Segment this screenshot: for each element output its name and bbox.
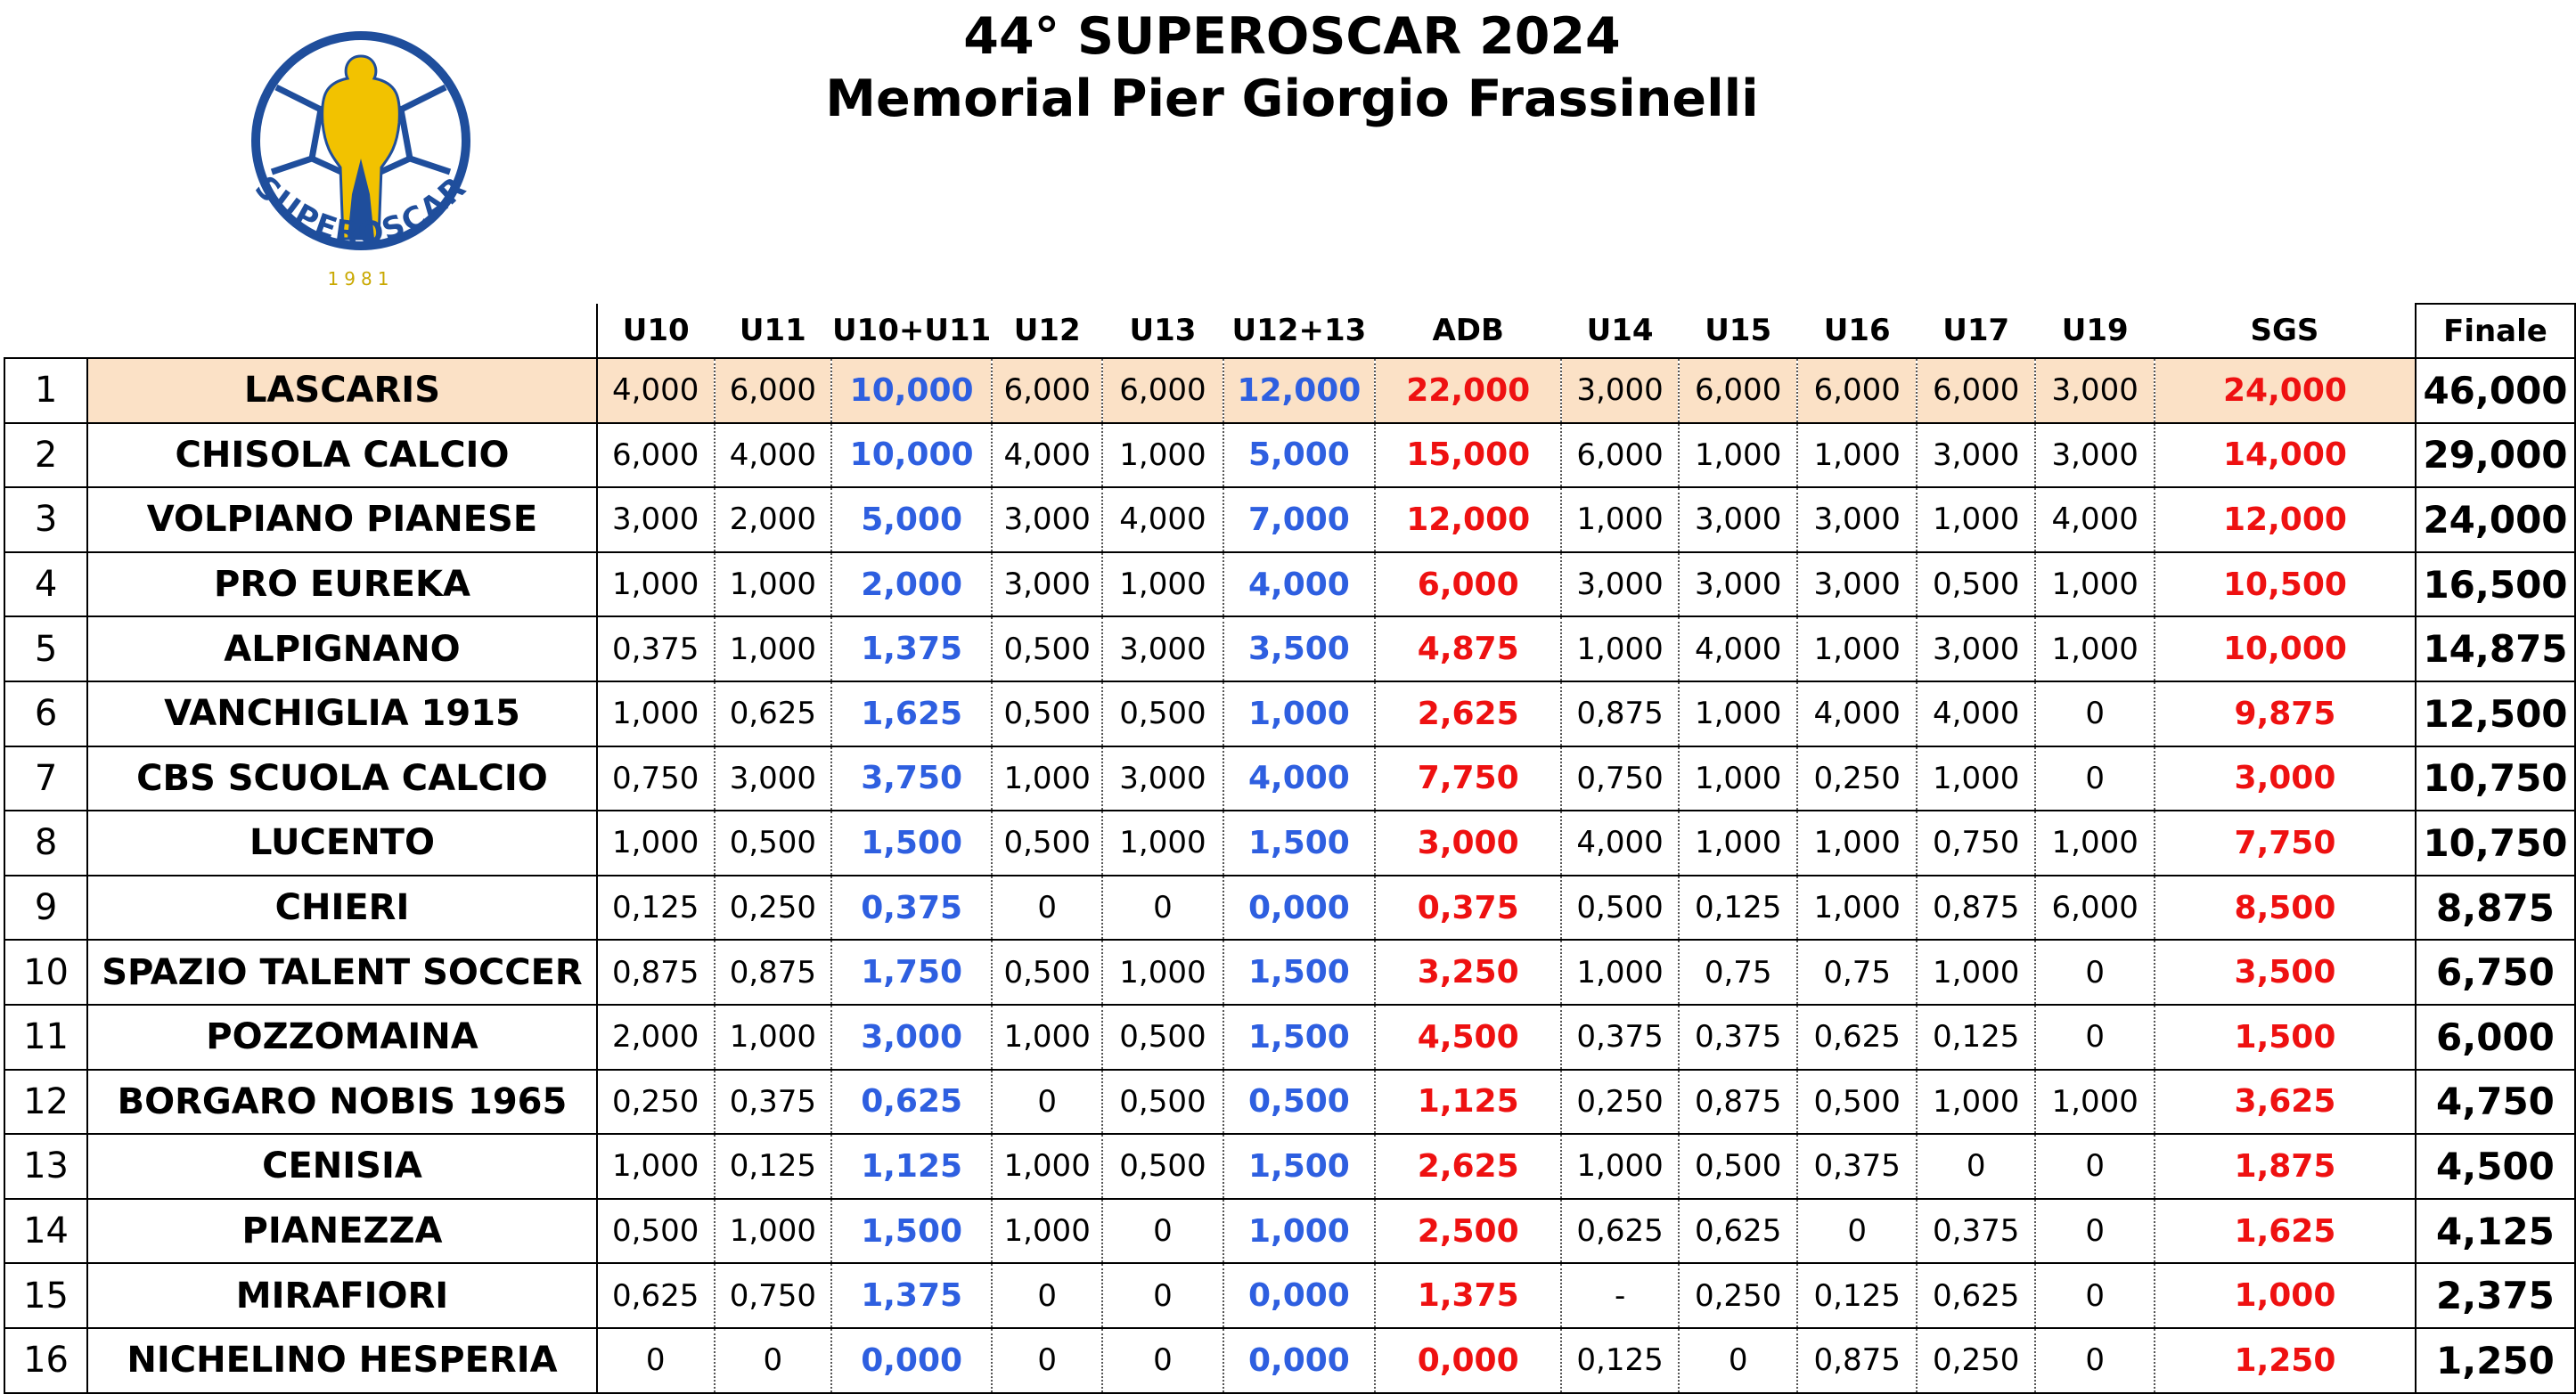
score-cell-u11: 4,000 [715,423,832,488]
score-cell-u19: 1,000 [2035,1070,2155,1135]
score-cell-u10: 1,000 [597,681,715,746]
table-row [4,1199,2575,1264]
score-cell-u15: 1,000 [1679,811,1798,876]
score-cell-u12-plus-13: 1,500 [1223,811,1376,876]
rank-cell: 4 [4,552,87,617]
score-cell-u16: 0,75 [1797,940,1917,1005]
score-cell-u12: 0 [992,876,1102,941]
score-cell-u12: 1,000 [992,746,1102,811]
score-cell-u10: 6,000 [597,423,715,488]
score-cell-u19: 1,000 [2035,616,2155,681]
score-cell-finale: 24,000 [2416,487,2575,552]
score-cell-u13: 0,500 [1102,681,1223,746]
column-header-u11: U11 [715,304,832,358]
score-cell-u10-plus-u11: 2,000 [831,552,992,617]
table-row [4,358,2575,423]
score-cell-u15: 3,000 [1679,552,1798,617]
score-cell-adb: 22,000 [1375,358,1561,423]
score-cell-u10-plus-u11: 1,500 [831,1199,992,1264]
page-title-block [713,0,1871,130]
score-cell-u12-plus-13: 12,000 [1223,358,1376,423]
score-cell-u12-plus-13: 3,500 [1223,616,1376,681]
score-cell-u11: 0,250 [715,876,832,941]
table-row [4,423,2575,488]
column-header-finale: Finale [2416,304,2575,358]
team-name-cell: CENISIA [87,1134,597,1199]
column-header-u19: U19 [2035,304,2155,358]
rank-cell: 11 [4,1005,87,1070]
score-cell-u16: 1,000 [1797,616,1917,681]
rank-cell: 9 [4,876,87,941]
score-cell-sgs: 1,875 [2155,1134,2416,1199]
score-cell-u14: 3,000 [1561,358,1679,423]
rank-cell: 15 [4,1263,87,1328]
column-header-u10: U10 [597,304,715,358]
score-cell-u12: 0,500 [992,681,1102,746]
score-cell-u10-plus-u11: 3,000 [831,1005,992,1070]
score-cell-u12: 0 [992,1070,1102,1135]
score-cell-u19: 0 [2035,1005,2155,1070]
team-name-cell: VANCHIGLIA 1915 [87,681,597,746]
team-name-cell: CHIERI [87,876,597,941]
score-cell-adb: 0,000 [1375,1328,1561,1393]
score-cell-u15: 0,75 [1679,940,1798,1005]
score-cell-u13: 0,500 [1102,1005,1223,1070]
score-cell-u11: 3,000 [715,746,832,811]
score-cell-u17: 4,000 [1917,681,2036,746]
score-cell-u10-plus-u11: 1,625 [831,681,992,746]
team-name-cell: PRO EUREKA [87,552,597,617]
column-header-u15: U15 [1679,304,1798,358]
score-cell-u12-plus-13: 1,000 [1223,681,1376,746]
score-cell-u16: 0 [1797,1199,1917,1264]
score-cell-u10: 3,000 [597,487,715,552]
score-cell-u12-plus-13: 0,000 [1223,876,1376,941]
score-cell-sgs: 12,000 [2155,487,2416,552]
score-cell-u15: 0,125 [1679,876,1798,941]
score-cell-sgs: 1,250 [2155,1328,2416,1393]
page-title: 44° SUPEROSCAR 2024 [963,7,1621,66]
score-cell-u15: 1,000 [1679,423,1798,488]
score-cell-sgs: 10,000 [2155,616,2416,681]
score-cell-u16: 1,000 [1797,423,1917,488]
standings-table [4,303,2576,1394]
score-cell-u19: 0 [2035,1134,2155,1199]
score-cell-u10: 0,500 [597,1199,715,1264]
score-cell-u12-plus-13: 1,000 [1223,1199,1376,1264]
score-cell-finale: 29,000 [2416,423,2575,488]
rank-cell: 10 [4,940,87,1005]
score-cell-u11: 0,125 [715,1134,832,1199]
score-cell-u12-plus-13: 4,000 [1223,552,1376,617]
rank-cell: 12 [4,1070,87,1135]
score-cell-u13: 6,000 [1102,358,1223,423]
rank-cell: 3 [4,487,87,552]
score-cell-u15: 3,000 [1679,487,1798,552]
score-cell-u14: 4,000 [1561,811,1679,876]
score-cell-u10: 4,000 [597,358,715,423]
score-cell-u10: 0,250 [597,1070,715,1135]
score-cell-adb: 6,000 [1375,552,1561,617]
score-cell-u10: 0,375 [597,616,715,681]
score-cell-u16: 6,000 [1797,358,1917,423]
score-cell-u14: 0,250 [1561,1070,1679,1135]
score-cell-u10-plus-u11: 1,375 [831,616,992,681]
score-cell-u11: 0 [715,1328,832,1393]
score-cell-u12: 0 [992,1263,1102,1328]
score-cell-u10: 1,000 [597,811,715,876]
score-cell-sgs: 9,875 [2155,681,2416,746]
rank-cell: 16 [4,1328,87,1393]
score-cell-u11: 0,875 [715,940,832,1005]
score-cell-u10-plus-u11: 1,750 [831,940,992,1005]
score-cell-sgs: 3,000 [2155,746,2416,811]
score-cell-u13: 0 [1102,876,1223,941]
team-name-cell: VOLPIANO PIANESE [87,487,597,552]
score-cell-u14: - [1561,1263,1679,1328]
table-row [4,940,2575,1005]
team-name-cell: CBS SCUOLA CALCIO [87,746,597,811]
score-cell-finale: 4,750 [2416,1070,2575,1135]
score-cell-u19: 3,000 [2035,423,2155,488]
table-row [4,1070,2575,1135]
score-cell-u12-plus-13: 7,000 [1223,487,1376,552]
score-cell-u10-plus-u11: 1,500 [831,811,992,876]
score-cell-adb: 2,625 [1375,681,1561,746]
table-row [4,1328,2575,1393]
score-cell-u10-plus-u11: 3,750 [831,746,992,811]
score-cell-u19: 4,000 [2035,487,2155,552]
score-cell-u17: 0 [1917,1134,2036,1199]
score-cell-finale: 1,250 [2416,1328,2575,1393]
rank-cell: 14 [4,1199,87,1264]
score-cell-u17: 1,000 [1917,746,2036,811]
score-cell-finale: 6,750 [2416,940,2575,1005]
score-cell-u13: 3,000 [1102,746,1223,811]
column-header-sgs: SGS [2155,304,2416,358]
score-cell-u12: 0,500 [992,940,1102,1005]
logo-year: 1981 [327,268,395,289]
score-cell-sgs: 1,625 [2155,1199,2416,1264]
column-header-u17: U17 [1917,304,2036,358]
score-cell-u10-plus-u11: 0,000 [831,1328,992,1393]
score-cell-u14: 1,000 [1561,1134,1679,1199]
rank-cell: 2 [4,423,87,488]
score-cell-adb: 15,000 [1375,423,1561,488]
score-cell-u10-plus-u11: 10,000 [831,358,992,423]
score-cell-finale: 10,750 [2416,746,2575,811]
score-cell-u12-plus-13: 5,000 [1223,423,1376,488]
score-cell-u16: 3,000 [1797,552,1917,617]
score-cell-u16: 0,500 [1797,1070,1917,1135]
rank-cell: 1 [4,358,87,423]
score-cell-u11: 6,000 [715,358,832,423]
score-cell-u15: 0,500 [1679,1134,1798,1199]
score-cell-u13: 3,000 [1102,616,1223,681]
score-cell-u10-plus-u11: 5,000 [831,487,992,552]
score-cell-u12: 3,000 [992,487,1102,552]
score-cell-u17: 3,000 [1917,423,2036,488]
score-cell-u19: 0 [2035,681,2155,746]
score-cell-u14: 0,125 [1561,1328,1679,1393]
score-cell-u10: 1,000 [597,1134,715,1199]
superoscar-logo [223,25,499,292]
team-name-cell: SPAZIO TALENT SOCCER [87,940,597,1005]
score-cell-u10: 0,625 [597,1263,715,1328]
score-cell-finale: 6,000 [2416,1005,2575,1070]
score-cell-u15: 1,000 [1679,746,1798,811]
score-cell-u11: 1,000 [715,616,832,681]
score-cell-u10: 0,125 [597,876,715,941]
score-cell-u12: 1,000 [992,1199,1102,1264]
score-cell-u15: 6,000 [1679,358,1798,423]
score-cell-u12-plus-13: 0,000 [1223,1263,1376,1328]
rank-cell: 13 [4,1134,87,1199]
score-cell-u17: 1,000 [1917,1070,2036,1135]
team-name-cell: ALPIGNANO [87,616,597,681]
score-cell-finale: 8,875 [2416,876,2575,941]
score-cell-sgs: 7,750 [2155,811,2416,876]
score-cell-sgs: 10,500 [2155,552,2416,617]
column-header-u16: U16 [1797,304,1917,358]
column-header-adb: ADB [1375,304,1561,358]
team-name-cell: LASCARIS [87,358,597,423]
logo-text: SUPEROSCAR [248,168,474,252]
score-cell-u15: 0,375 [1679,1005,1798,1070]
score-cell-adb: 1,375 [1375,1263,1561,1328]
score-cell-sgs: 1,000 [2155,1263,2416,1328]
table-row [4,1263,2575,1328]
score-cell-u16: 1,000 [1797,876,1917,941]
score-cell-u10: 2,000 [597,1005,715,1070]
score-cell-u19: 6,000 [2035,876,2155,941]
score-cell-u16: 0,250 [1797,746,1917,811]
score-cell-adb: 3,250 [1375,940,1561,1005]
score-cell-u15: 0,625 [1679,1199,1798,1264]
score-cell-u13: 1,000 [1102,552,1223,617]
score-cell-u12-plus-13: 4,000 [1223,746,1376,811]
score-cell-u14: 0,375 [1561,1005,1679,1070]
score-cell-u15: 0 [1679,1328,1798,1393]
score-cell-u11: 0,375 [715,1070,832,1135]
score-cell-u17: 3,000 [1917,616,2036,681]
score-cell-u11: 2,000 [715,487,832,552]
table-row [4,1005,2575,1070]
standings-body [4,358,2575,1393]
score-cell-finale: 4,125 [2416,1199,2575,1264]
rank-cell: 5 [4,616,87,681]
score-cell-u13: 0 [1102,1328,1223,1393]
score-cell-u12-plus-13: 1,500 [1223,1134,1376,1199]
score-cell-finale: 16,500 [2416,552,2575,617]
column-header-u12: U12 [992,304,1102,358]
score-cell-finale: 10,750 [2416,811,2575,876]
score-cell-u12: 0 [992,1328,1102,1393]
rank-cell: 7 [4,746,87,811]
score-cell-u10-plus-u11: 0,375 [831,876,992,941]
score-cell-u19: 0 [2035,1199,2155,1264]
score-cell-finale: 46,000 [2416,358,2575,423]
score-cell-u19: 0 [2035,940,2155,1005]
score-cell-adb: 7,750 [1375,746,1561,811]
header-row [4,304,2575,358]
table-row [4,552,2575,617]
score-cell-u12: 3,000 [992,552,1102,617]
score-cell-u16: 0,625 [1797,1005,1917,1070]
score-cell-u10-plus-u11: 1,375 [831,1263,992,1328]
score-cell-u11: 1,000 [715,1005,832,1070]
score-cell-u17: 1,000 [1917,487,2036,552]
score-cell-adb: 3,000 [1375,811,1561,876]
column-header-u14: U14 [1561,304,1679,358]
score-cell-u11: 0,625 [715,681,832,746]
score-cell-u12: 1,000 [992,1134,1102,1199]
score-cell-u19: 3,000 [2035,358,2155,423]
score-cell-u17: 0,875 [1917,876,2036,941]
score-cell-u17: 0,750 [1917,811,2036,876]
column-header-u13: U13 [1102,304,1223,358]
score-cell-sgs: 14,000 [2155,423,2416,488]
score-cell-u10: 1,000 [597,552,715,617]
score-cell-u10-plus-u11: 1,125 [831,1134,992,1199]
score-cell-u16: 3,000 [1797,487,1917,552]
score-cell-u11: 0,750 [715,1263,832,1328]
score-cell-sgs: 8,500 [2155,876,2416,941]
score-cell-u11: 0,500 [715,811,832,876]
score-cell-sgs: 3,500 [2155,940,2416,1005]
header-team [87,304,597,358]
table-row [4,487,2575,552]
score-cell-u15: 4,000 [1679,616,1798,681]
score-cell-u13: 4,000 [1102,487,1223,552]
rank-cell: 6 [4,681,87,746]
score-cell-u10-plus-u11: 0,625 [831,1070,992,1135]
table-row [4,746,2575,811]
table-row [4,1134,2575,1199]
score-cell-u12: 6,000 [992,358,1102,423]
score-cell-sgs: 1,500 [2155,1005,2416,1070]
score-cell-u15: 1,000 [1679,681,1798,746]
score-cell-sgs: 24,000 [2155,358,2416,423]
score-cell-u12-plus-13: 1,500 [1223,1005,1376,1070]
score-cell-u13: 1,000 [1102,811,1223,876]
score-cell-u10: 0,750 [597,746,715,811]
score-cell-u13: 0,500 [1102,1134,1223,1199]
score-cell-u13: 0,500 [1102,1070,1223,1135]
score-cell-u13: 0 [1102,1199,1223,1264]
column-header-u12-plus-13: U12+13 [1223,304,1376,358]
score-cell-u17: 0,500 [1917,552,2036,617]
score-cell-u19: 0 [2035,1328,2155,1393]
score-cell-u17: 6,000 [1917,358,2036,423]
score-cell-u14: 0,875 [1561,681,1679,746]
team-name-cell: NICHELINO HESPERIA [87,1328,597,1393]
score-cell-sgs: 3,625 [2155,1070,2416,1135]
score-cell-u17: 0,625 [1917,1263,2036,1328]
score-cell-u17: 0,375 [1917,1199,2036,1264]
score-cell-u12: 1,000 [992,1005,1102,1070]
score-cell-finale: 12,500 [2416,681,2575,746]
score-cell-u16: 0,125 [1797,1263,1917,1328]
table-row [4,616,2575,681]
score-cell-adb: 12,000 [1375,487,1561,552]
score-cell-u15: 0,875 [1679,1070,1798,1135]
team-name-cell: POZZOMAINA [87,1005,597,1070]
score-cell-u12-plus-13: 0,000 [1223,1328,1376,1393]
score-cell-u11: 1,000 [715,1199,832,1264]
column-header-u10-plus-u11: U10+U11 [831,304,992,358]
table-row [4,811,2575,876]
team-name-cell: CHISOLA CALCIO [87,423,597,488]
score-cell-finale: 2,375 [2416,1263,2575,1328]
score-cell-adb: 2,625 [1375,1134,1561,1199]
score-cell-u10: 0,875 [597,940,715,1005]
score-cell-u14: 3,000 [1561,552,1679,617]
score-cell-u19: 1,000 [2035,552,2155,617]
score-cell-u12: 0,500 [992,811,1102,876]
score-cell-u16: 1,000 [1797,811,1917,876]
score-cell-u10: 0 [597,1328,715,1393]
score-cell-u13: 0 [1102,1263,1223,1328]
score-cell-u16: 0,875 [1797,1328,1917,1393]
table-row [4,876,2575,941]
score-cell-u15: 0,250 [1679,1263,1798,1328]
score-cell-u17: 1,000 [1917,940,2036,1005]
rank-cell: 8 [4,811,87,876]
score-cell-finale: 14,875 [2416,616,2575,681]
score-cell-adb: 2,500 [1375,1199,1561,1264]
score-cell-u17: 0,250 [1917,1328,2036,1393]
score-cell-adb: 0,375 [1375,876,1561,941]
score-cell-u19: 0 [2035,746,2155,811]
score-cell-u10-plus-u11: 10,000 [831,423,992,488]
score-cell-u11: 1,000 [715,552,832,617]
score-cell-u17: 0,125 [1917,1005,2036,1070]
score-cell-u13: 1,000 [1102,423,1223,488]
team-name-cell: BORGARO NOBIS 1965 [87,1070,597,1135]
score-cell-u14: 1,000 [1561,616,1679,681]
score-cell-u12-plus-13: 1,500 [1223,940,1376,1005]
page-subtitle: Memorial Pier Giorgio Frassinelli [825,69,1759,128]
score-cell-u19: 0 [2035,1263,2155,1328]
score-cell-u14: 1,000 [1561,940,1679,1005]
score-cell-u14: 0,500 [1561,876,1679,941]
score-cell-u14: 6,000 [1561,423,1679,488]
score-cell-u13: 1,000 [1102,940,1223,1005]
score-cell-u19: 1,000 [2035,811,2155,876]
score-cell-adb: 4,875 [1375,616,1561,681]
score-cell-adb: 1,125 [1375,1070,1561,1135]
header-pos [4,304,87,358]
score-cell-u16: 4,000 [1797,681,1917,746]
team-name-cell: LUCENTO [87,811,597,876]
team-name-cell: PIANEZZA [87,1199,597,1264]
score-cell-u16: 0,375 [1797,1134,1917,1199]
team-name-cell: MIRAFIORI [87,1263,597,1328]
table-row [4,681,2575,746]
score-cell-u12-plus-13: 0,500 [1223,1070,1376,1135]
score-cell-u12: 4,000 [992,423,1102,488]
score-cell-u12: 0,500 [992,616,1102,681]
score-cell-u14: 0,750 [1561,746,1679,811]
score-cell-u14: 0,625 [1561,1199,1679,1264]
score-cell-u14: 1,000 [1561,487,1679,552]
score-cell-adb: 4,500 [1375,1005,1561,1070]
score-cell-finale: 4,500 [2416,1134,2575,1199]
